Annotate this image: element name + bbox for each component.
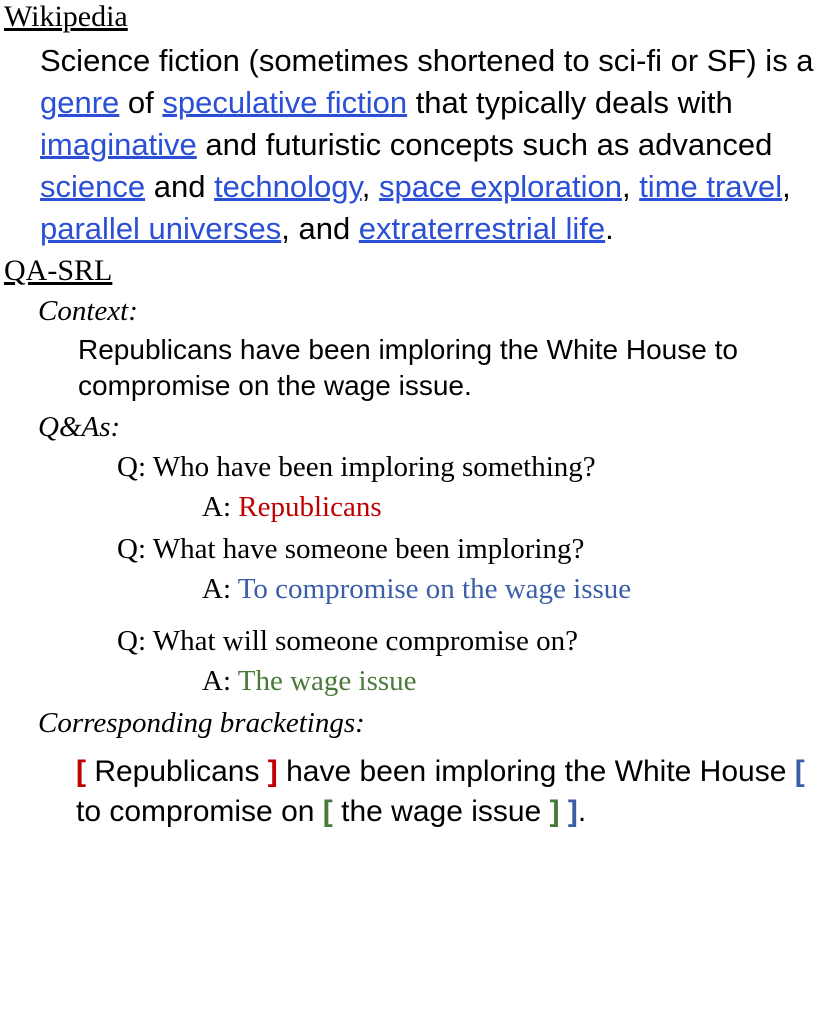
context-text: Republicans have been imploring the White House to compromise on the wage issue.: [78, 334, 738, 401]
wiki-text: ,: [621, 169, 640, 204]
bracket-text: Republicans: [86, 755, 268, 788]
qas-label: Q&As:: [38, 411, 121, 443]
qa-answer: [2, 488, 828, 526]
wiki-text: ,: [782, 169, 791, 204]
qasrl-section: [2, 254, 828, 832]
wiki-text: of: [119, 85, 163, 120]
wiki-link[interactable]: imaginative: [40, 127, 197, 162]
qa-answer-text: To compromise on the wage issue: [237, 573, 632, 605]
qa-question: Q: Who have been imploring something?: [117, 451, 596, 483]
wiki-link[interactable]: genre: [40, 85, 120, 120]
qa-answer-text: Republicans: [238, 491, 382, 523]
bracketing-line: [2, 752, 828, 832]
bracket-text: [560, 795, 568, 828]
bracket-marker: ]: [267, 755, 278, 788]
bracket-text: .: [577, 795, 587, 828]
wiki-text: and: [145, 169, 215, 204]
brackets-label: Corresponding bracketings:: [38, 707, 365, 739]
qa-list: [2, 448, 828, 700]
qa-answer-text: The wage issue: [237, 665, 417, 697]
wiki-text: ,: [361, 169, 379, 204]
qa-answer-prefix: A:: [202, 573, 238, 605]
wiki-link[interactable]: extraterrestrial life: [358, 211, 606, 246]
wikipedia-paragraph: [2, 40, 828, 250]
wiki-text: that typically deals with: [407, 85, 733, 120]
bracket-marker: ]: [567, 795, 578, 828]
wiki-link[interactable]: technology: [214, 169, 362, 204]
wiki-link[interactable]: space exploration: [378, 169, 622, 204]
bracket-marker: [: [76, 755, 86, 788]
qa-answer: [2, 662, 828, 700]
wiki-link[interactable]: science: [40, 169, 146, 204]
wiki-text: .: [605, 211, 614, 246]
context-label: Context:: [38, 295, 138, 327]
qa-question: Q: What will someone compromise on?: [117, 625, 578, 657]
qa-answer: [2, 570, 828, 608]
bracket-marker: [: [794, 755, 805, 788]
wiki-text: , and: [281, 211, 359, 246]
bracket-marker: ]: [549, 795, 560, 828]
bracket-text: have been imploring the White House: [277, 755, 795, 788]
qa-spacer: [2, 608, 828, 618]
qa-answer-prefix: A:: [202, 491, 239, 523]
wiki-link[interactable]: time travel: [639, 169, 783, 204]
bracket-text: to compromise on: [76, 795, 323, 828]
wiki-link[interactable]: parallel universes: [40, 211, 282, 246]
bracket-marker: [: [322, 795, 333, 828]
wikipedia-heading: Wikipedia: [4, 0, 128, 33]
bracket-text: the wage issue: [332, 795, 550, 828]
qasrl-heading: QA-SRL: [4, 254, 113, 287]
qa-question: Q: What have someone been imploring?: [117, 533, 585, 565]
wiki-text: and futuristic concepts such as advanced: [196, 127, 773, 162]
wiki-link[interactable]: speculative fiction: [162, 85, 408, 120]
wikipedia-section: [2, 0, 828, 250]
qa-answer-prefix: A:: [202, 665, 238, 697]
wiki-text: Science fiction (sometimes shortened to sci-fi or SF) is a: [40, 43, 814, 78]
